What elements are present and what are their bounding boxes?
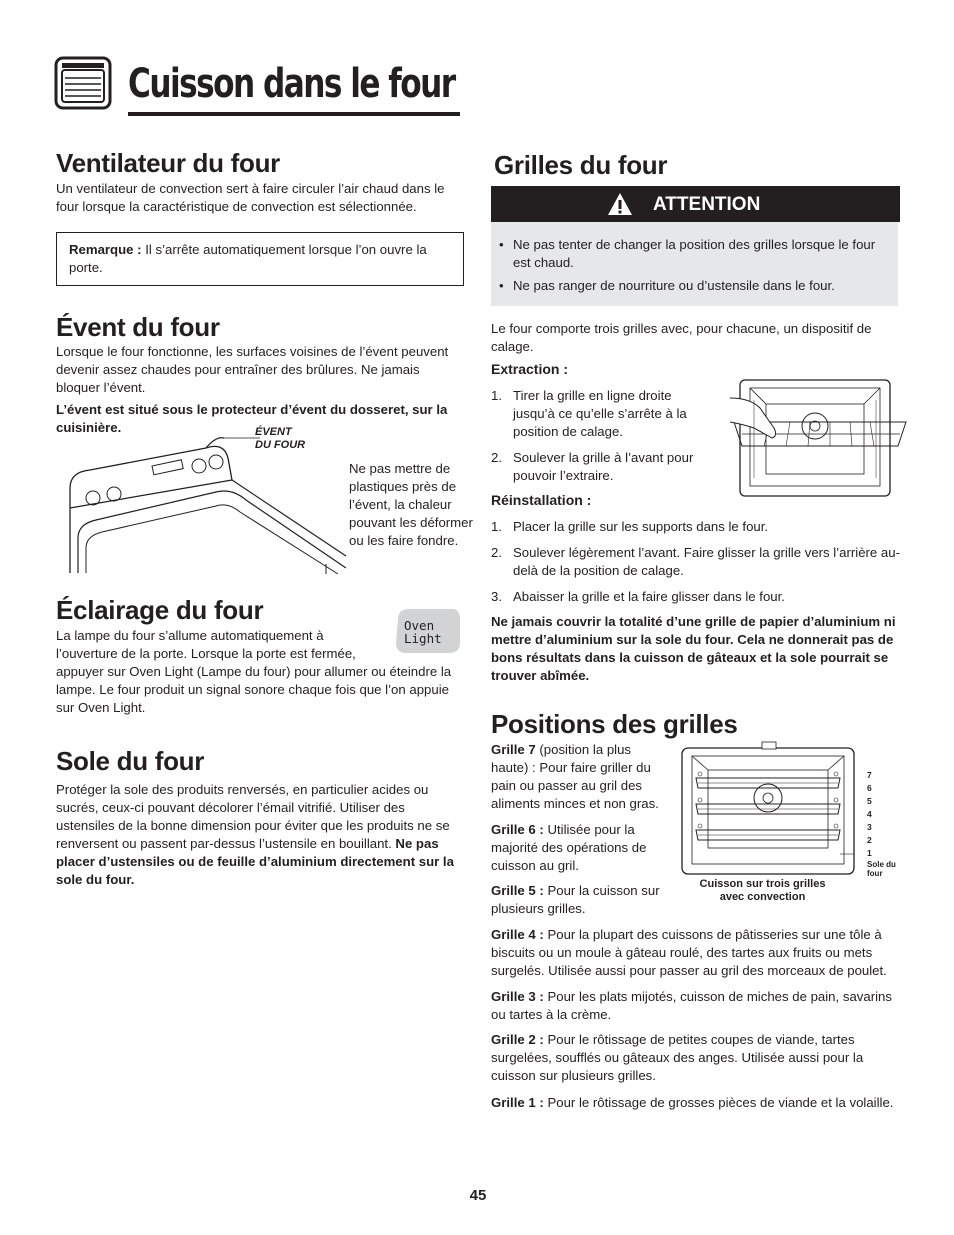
- oven-light-button-label: Oven Light: [404, 618, 442, 646]
- eclairage-heading: Éclairage du four: [56, 595, 264, 625]
- range-vent-illustration: [56, 428, 346, 574]
- sole-body: Protéger la sole des produits renversés, en particulier acides ou sucrés, ceux-ci pouvant décolorer l’émail vitrifié. Utiliser des ustensiles de la bonne dimension pour éviter que les produits ne se renversent ou passent par-dessus l’ustensile en bouillant. Ne pas placer d’ustensiles ou de feuille d’aluminium directement sur la sole du four.: [56, 782, 454, 887]
- event-bold: L’évent est situé sous le protecteur d’évent du dosseret, sur la cuisinière.: [56, 402, 448, 435]
- grille-4-desc: Grille 4 : Pour la plupart des cuissons de pâtisseries sur une tôle à biscuits ou un moule à gâteau roulé, des tartes aux fruits ou mets surgelés. Utilisée aussi pour passer au gril des morceaux de poulet.: [491, 927, 887, 978]
- extraction-step: 2. Soulever la grille à l’avant pour pouvoir l’extraire.: [491, 450, 694, 483]
- grille-6-desc: Grille 6 : Utilisée pour la majorité des opérations de cuisson au gril.: [491, 822, 647, 873]
- rack-number: 1: [867, 848, 872, 858]
- reinstall-step: 3. Abaisser la grille et la faire glisser dans le four.: [491, 589, 785, 604]
- extraction-heading: Extraction :: [491, 361, 569, 377]
- sole-heading: Sole du four: [56, 746, 205, 776]
- rack-removal-illustration: [730, 378, 910, 498]
- attention-body: [491, 222, 898, 306]
- rack-number: 4: [867, 809, 872, 819]
- warning-item: • Ne pas ranger de nourriture ou d’ustensile dans le four.: [491, 277, 886, 295]
- warning-triangle-icon: [607, 192, 633, 216]
- rack-positions-illustration: [678, 742, 858, 878]
- extraction-steps: [491, 387, 701, 493]
- event-callout-label: ÉVENT DU FOUR: [255, 426, 306, 451]
- grille-1-desc: Grille 1 : Pour le rôtissage de grosses pièces de viande et la volaille.: [491, 1095, 894, 1110]
- warning-item: • Ne pas tenter de changer la position des grilles lorsque le four est chaud.: [491, 236, 886, 272]
- ventilateur-note-box: [56, 232, 464, 286]
- sole-label: Sole du: [867, 860, 896, 869]
- rack-number: 7: [867, 770, 872, 780]
- grilles-intro: Le four comporte trois grilles avec, pour chacune, un dispositif de calage.: [491, 321, 872, 354]
- event-heading: Évent du four: [56, 312, 220, 342]
- rack-number-labels: [867, 770, 907, 878]
- page-number: 45: [469, 1187, 487, 1204]
- extraction-step: 1. Tirer la grille en ligne droite jusqu’à ce qu’elle s’arrête à la position de calage.: [491, 388, 687, 439]
- grille-7-desc: Grille 7 (position la plus haute) : Pour faire griller du pain ou passer au gril des aliments minces et non gras.: [491, 742, 659, 811]
- reinstall-steps: [491, 518, 901, 614]
- sole-label: four: [867, 869, 883, 878]
- title-underline: [128, 112, 460, 116]
- attention-bar: [491, 186, 900, 222]
- ventilateur-body: Un ventilateur de convection sert à faire circuler l’air chaud dans le four lorsque la caractéristique de convection est sélectionnée.: [56, 181, 445, 214]
- reinstall-step: 2. Soulever légèrement l’avant. Faire glisser la grille vers l’arrière au-delà de la position de calage.: [491, 545, 900, 578]
- rack-number: 2: [867, 835, 872, 845]
- ventilateur-heading: Ventilateur du four: [56, 148, 280, 178]
- oven-light-button[interactable]: [388, 605, 462, 657]
- grille-3-desc: Grille 3 : Pour les plats mijotés, cuisson de miches de pain, savarins ou tartes à la crème.: [491, 989, 892, 1022]
- positions-heading: Positions des grilles: [491, 709, 738, 739]
- attention-label: ATTENTION: [653, 194, 761, 215]
- grilles-warning-bold: Ne jamais couvrir la totalité d’une grille de papier d’aluminium ni mettre d’aluminium sur la sole du four. Cela ne donnerait pas de bons résultats dans la cuisson de gâteaux et la sole pourrait se trouver abîmée.: [491, 614, 896, 683]
- event-body: Lorsque le four fonctionne, les surfaces voisines de l’évent peuvent devenir assez chaudes pour entraîner des brûlures. Ne jamais bloquer l’évent.: [56, 344, 449, 395]
- oven-icon: [54, 56, 112, 110]
- rack-number: 6: [867, 783, 872, 793]
- grille-2-desc: Grille 2 : Pour le rôtissage de petites coupes de viande, tartes surgelées, soufflés ou gâteaux des anges. Utilisée aussi pour la cuisson sur plusieurs grilles.: [491, 1032, 864, 1083]
- rack-number: 3: [867, 822, 872, 832]
- grille-5-desc: Grille 5 : Pour la cuisson sur plusieurs grilles.: [491, 883, 660, 916]
- reinstall-step: 1. Placer la grille sur les supports dans le four.: [491, 519, 769, 534]
- page-title: Cuisson dans le four: [128, 61, 455, 107]
- rack-number: 5: [867, 796, 872, 806]
- reinstall-heading: Réinstallation :: [491, 492, 592, 508]
- eclairage-body-2: appuyer sur Oven Light (Lampe du four) pour allumer ou éteindre la lampe. Le four produit un signal sonore chaque fois que l’on appuie sur Oven Light.: [56, 664, 452, 715]
- event-side-note: Ne pas mettre de plastiques près de l’évent, la chaleur pouvant les déformer ou les faire fondre.: [349, 461, 473, 548]
- grilles-heading: Grilles du four: [494, 150, 668, 180]
- rack-positions-caption: Cuisson sur trois grilles avec convection: [699, 878, 826, 903]
- ventilateur-note: Remarque : Il s’arrête automatiquement lorsque l’on ouvre la porte.: [69, 242, 427, 275]
- eclairage-body-1: La lampe du four s’allume automatiquement à l’ouverture de la porte. Lorsque la porte est fermée,: [56, 628, 356, 661]
